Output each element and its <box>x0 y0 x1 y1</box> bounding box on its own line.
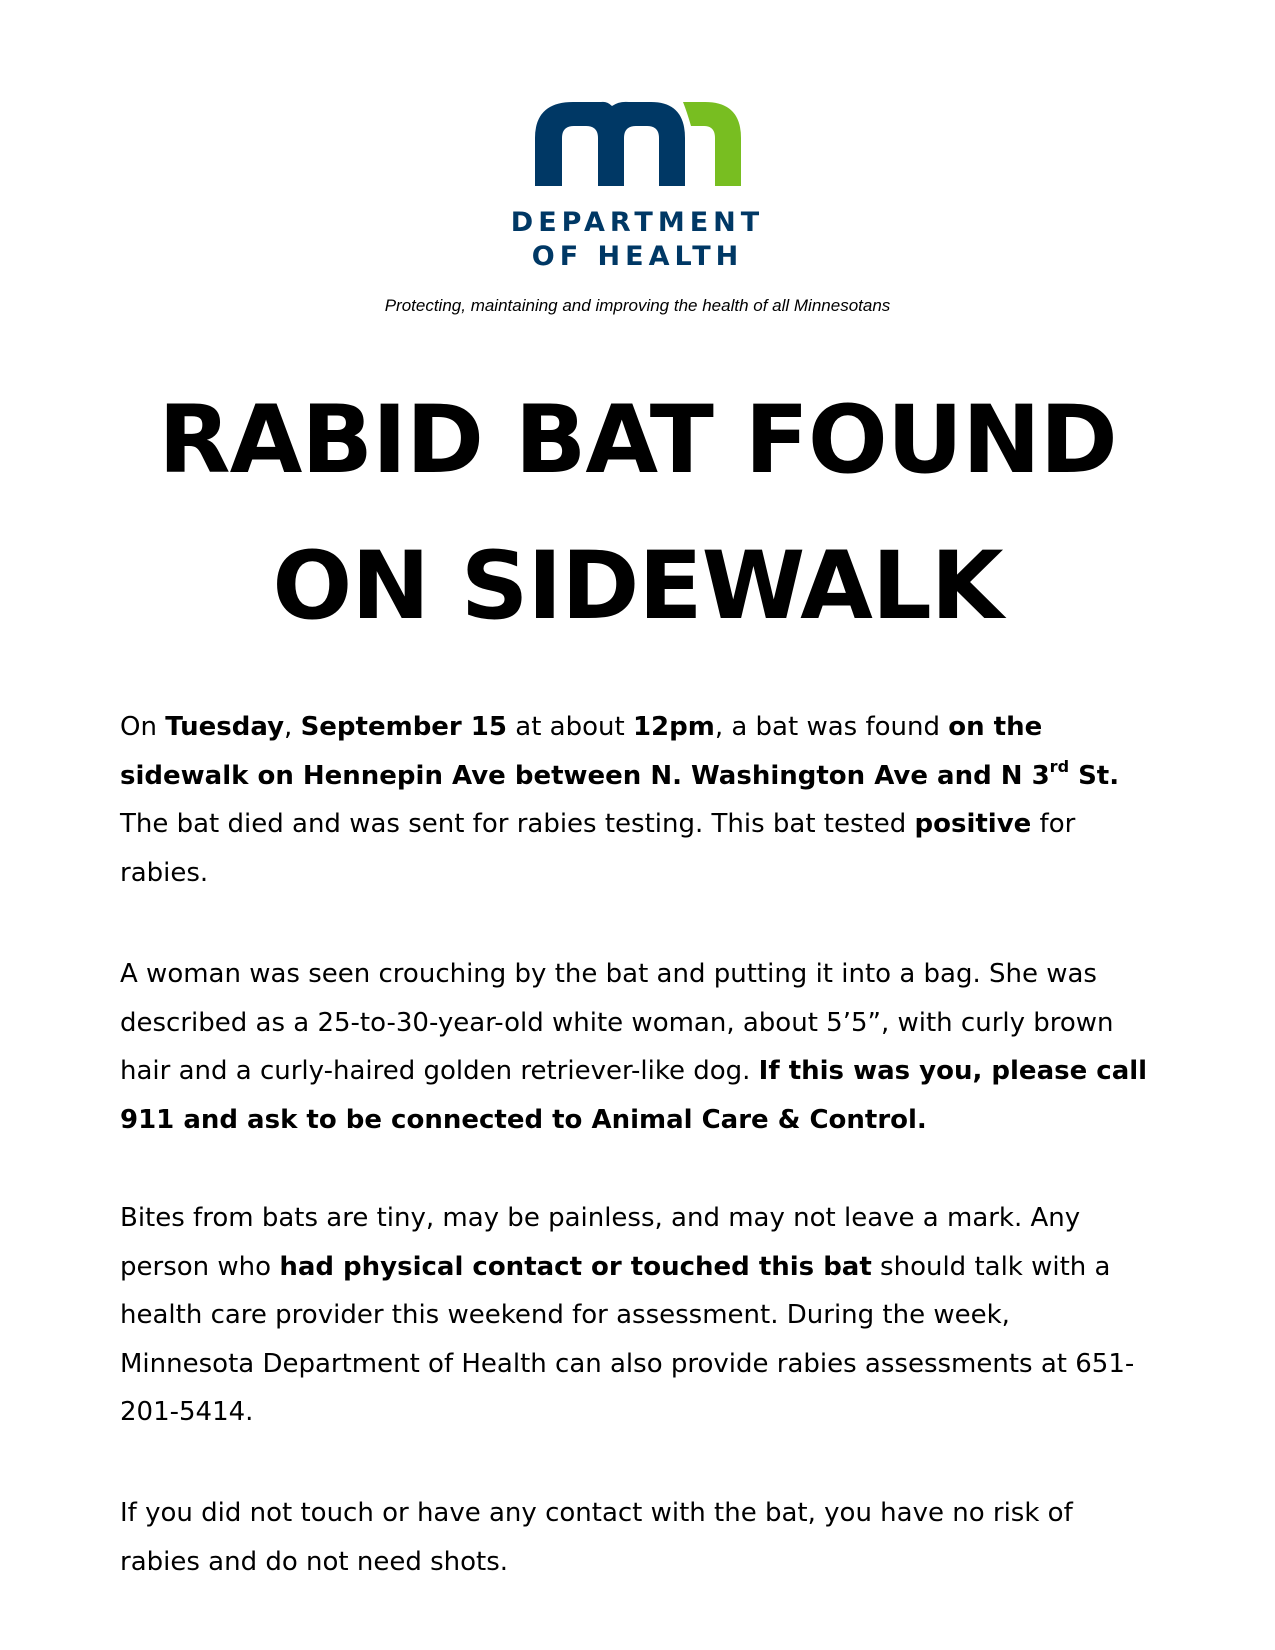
bites-info-paragraph <box>120 1194 1150 1437</box>
bold-text-run: on the sidewalk on Hennepin Ave between N. Washington Ave and N 3 <box>120 712 1050 791</box>
title-line-2: ON SIDEWALK <box>272 532 1003 641</box>
department-name <box>511 206 764 274</box>
bold-text-run: had physical contact or touched this bat <box>279 1251 872 1282</box>
department-line-2: OF HEALTH <box>531 241 744 272</box>
text-run: at about <box>507 712 633 742</box>
text-run: If you did not touch or have any contact with the bat, you have no risk of rabies and do not need shots. <box>120 1498 1073 1577</box>
text-run: A woman was seen crouching by the bat and putting it into a bag. She was described as a 25-to-30-year-old white woman, about 5’5”, with curly brown hair and a curly-haired golden retriever-like dog. <box>120 959 1114 1086</box>
text-run: , <box>284 712 301 742</box>
text-run: Bites from bats are tiny, may be painless, and may not leave a mark. Any person who <box>120 1203 1081 1282</box>
page-title <box>0 368 1275 660</box>
mn-department-of-health-logo <box>0 100 1275 274</box>
mn-logo-icon <box>533 100 743 188</box>
bold-text-run: 12pm <box>632 712 715 742</box>
bold-text-run: Tuesday <box>165 712 285 742</box>
incident-paragraph <box>120 703 1150 897</box>
no-risk-paragraph <box>120 1489 1150 1586</box>
text-run: On <box>120 712 166 742</box>
logo-m-shape <box>535 102 685 186</box>
text-run: , a bat was found <box>714 712 949 742</box>
text-run: for rabies. <box>120 809 1076 888</box>
superscript: rd <box>1049 756 1070 776</box>
department-line-1: DEPARTMENT <box>510 207 765 238</box>
text-run: The bat died and was sent for rabies testing. This bat tested <box>120 809 915 839</box>
tagline: Protecting, maintaining and improving the health of all Minnesotans <box>384 296 891 315</box>
text-run: should talk with a health care provider this weekend for assessment. During the week, Minnesota Department of Health can also provide rabies assessments at 651-201-5414. <box>120 1251 1135 1427</box>
logo-n-shape <box>683 102 741 186</box>
witness-paragraph <box>120 950 1150 1144</box>
bold-text-run: St. <box>1069 760 1120 791</box>
bold-text-run: positive <box>914 809 1032 839</box>
title-line-1: RABID BAT FOUND <box>158 386 1117 495</box>
bold-text-run: September 15 <box>300 712 507 742</box>
bold-text-run: If this was you, please call 911 and ask to be connected to Animal Care & Control. <box>120 1056 1148 1135</box>
